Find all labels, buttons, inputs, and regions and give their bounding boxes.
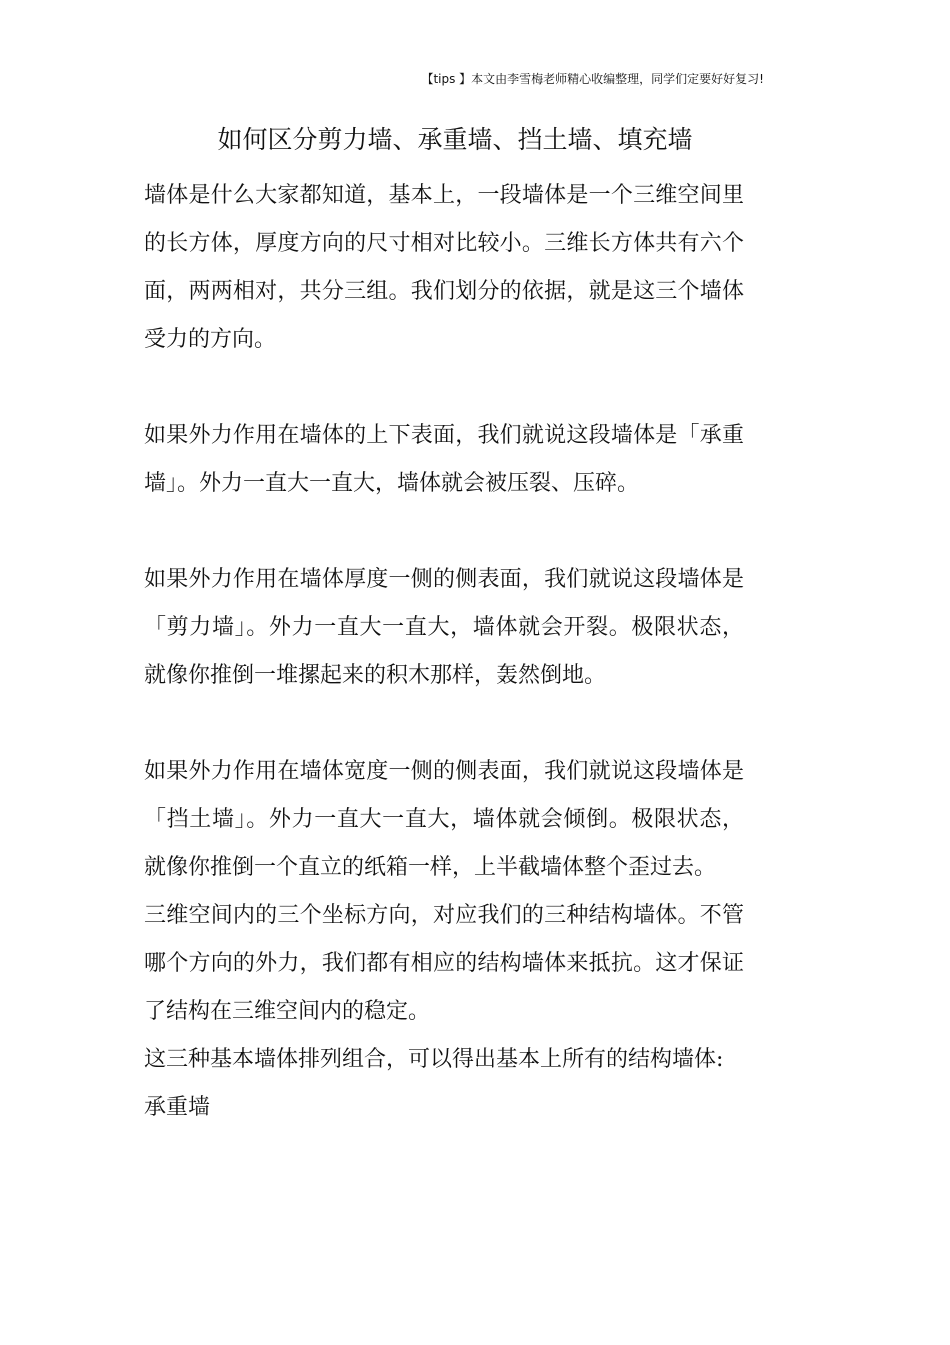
paragraph-combinations: 这三种基本墙体排列组合，可以得出基本上所有的结构墙体: <box>144 1047 724 1072</box>
paragraph-three-directions: 三维空间内的三个坐标方向，对应我们的三种结构墙体。不管哪个方向的外力，我们都有相应的结构墙体来抵抗。这才保证了结构在三维空间内的稳定。 <box>144 903 744 1024</box>
paragraph-gap <box>144 364 744 412</box>
list-item-bearing-wall: 承重墙 <box>144 1095 211 1120</box>
document-body <box>144 172 744 1132</box>
paragraph-bearing-wall: 如果外力作用在墙体的上下表面，我们就说这段墙体是「承重墙」。外力一直大一直大，墙体就会被压裂、压碎。 <box>144 423 744 496</box>
paragraph-retaining-wall: 如果外力作用在墙体宽度一侧的侧表面，我们就说这段墙体是「挡土墙」。外力一直大一直大，墙体就会倾倒。极限状态，就像你推倒一个直立的纸箱一样，上半截墙体整个歪过去。 <box>144 759 744 880</box>
paragraph-gap <box>144 508 744 556</box>
header-note: 【tips 】本文由李雪梅老师精心收编整理，同学们定要好好复习! <box>421 72 764 86</box>
page-title: 如何区分剪力墙、承重墙、挡土墙、填充墙 <box>217 125 693 154</box>
paragraph-intro: 墙体是什么大家都知道，基本上，一段墙体是一个三维空间里的长方体，厚度方向的尺寸相对比较小。三维长方体共有六个面，两两相对，共分三组。我们划分的依据，就是这三个墙体受力的方向。 <box>144 183 744 352</box>
paragraph-gap <box>144 700 744 748</box>
paragraph-shear-wall: 如果外力作用在墙体厚度一侧的侧表面，我们就说这段墙体是「剪力墙」。外力一直大一直大，墙体就会开裂。极限状态，就像你推倒一堆摞起来的积木那样，轰然倒地。 <box>144 567 744 688</box>
